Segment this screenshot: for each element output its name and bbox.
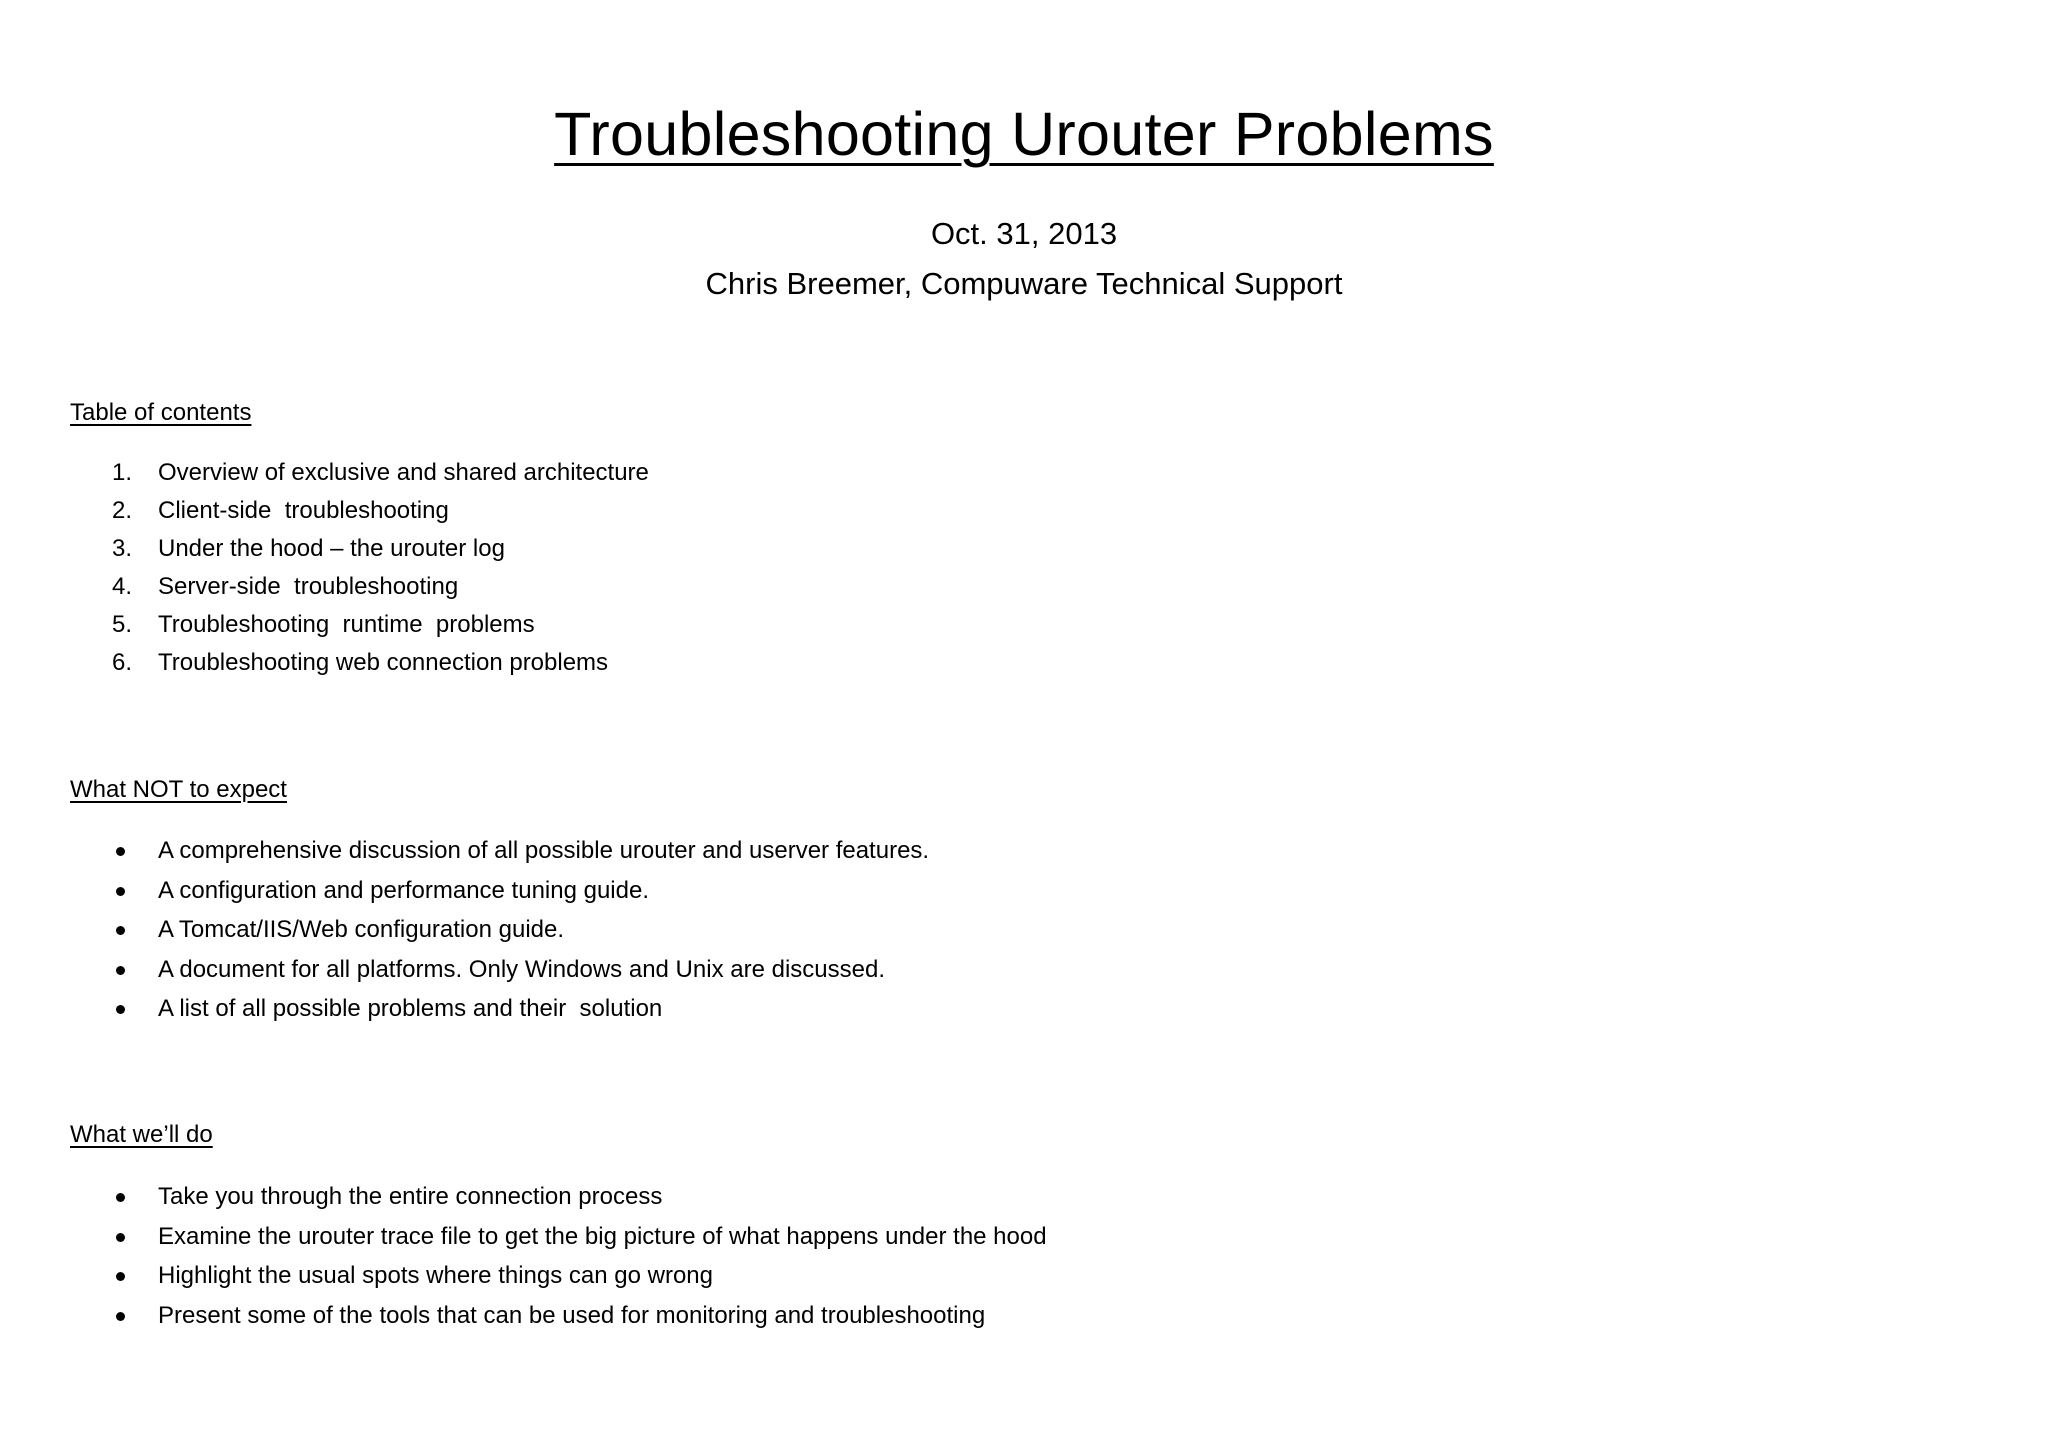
will-do-heading: What we’ll do	[70, 1121, 213, 1148]
list-item-text: A Tomcat/IIS/Web configuration guide.	[158, 916, 565, 943]
toc-item-text: Overview of exclusive and shared architecture	[158, 459, 649, 486]
list-item	[0, 915, 929, 955]
toc-heading: Table of contents	[70, 399, 252, 426]
document-title: Troubleshooting Urouter Problems	[554, 100, 1494, 168]
toc-item-text: Under the hood – the urouter log	[158, 535, 505, 562]
toc-item	[0, 458, 649, 496]
bullet-icon	[116, 926, 125, 935]
list-item-text: Highlight the usual spots where things can go wrong	[158, 1262, 713, 1289]
toc-item-number: 1.	[112, 459, 133, 486]
list-item	[0, 836, 929, 876]
list-item-text: A document for all platforms. Only Windows and Unix are discussed.	[158, 955, 885, 983]
toc-item	[0, 534, 649, 572]
toc-item	[0, 610, 649, 648]
bullet-icon	[116, 966, 125, 975]
bullet-icon	[116, 1272, 125, 1281]
list-item-text: A configuration and performance tuning guide.	[158, 876, 650, 904]
bullet-icon	[116, 847, 125, 856]
bullet-icon	[116, 1005, 125, 1014]
list-item	[0, 955, 929, 995]
bullet-icon	[116, 1193, 125, 1202]
document-date: Oct. 31, 2013	[930, 216, 1118, 251]
not-expect-heading: What NOT to expect	[70, 776, 287, 803]
bullet-icon	[116, 887, 125, 896]
toc-item	[0, 648, 649, 686]
list-item	[0, 1261, 1047, 1301]
bullet-icon	[116, 1312, 125, 1321]
toc-item-number: 2.	[112, 497, 133, 524]
toc-item-text: Server-side troubleshooting	[158, 573, 459, 600]
toc-item-text: Troubleshooting web connection problems	[158, 649, 609, 676]
list-item-text: Examine the urouter trace file to get the big picture of what happens under the hood	[158, 1222, 1047, 1250]
toc-item-text: Client-side troubleshooting	[158, 497, 449, 524]
list-item	[0, 1182, 1047, 1222]
toc-item-number: 3.	[112, 535, 133, 562]
toc-item-number: 5.	[112, 611, 133, 638]
toc-item-number: 4.	[112, 573, 133, 600]
list-item-text: Take you through the entire connection process	[158, 1183, 663, 1210]
list-item	[0, 876, 929, 916]
toc-item	[0, 496, 649, 534]
not-expect-list	[0, 836, 929, 1034]
toc-item-text: Troubleshooting runtime problems	[158, 611, 535, 638]
list-item	[0, 1301, 1047, 1341]
list-item-text: Present some of the tools that can be used for monitoring and troubleshooting	[158, 1301, 986, 1329]
will-do-list	[0, 1182, 1047, 1340]
list-item	[0, 994, 929, 1034]
list-item-text: A list of all possible problems and their solution	[158, 995, 663, 1022]
list-item	[0, 1222, 1047, 1262]
list-item-text: A comprehensive discussion of all possible urouter and userver features.	[158, 837, 930, 864]
document-author: Chris Breemer, Compuware Technical Support	[705, 266, 1343, 301]
toc-list	[0, 458, 649, 686]
toc-item	[0, 572, 649, 610]
toc-item-number: 6.	[112, 649, 133, 676]
bullet-icon	[116, 1233, 125, 1242]
